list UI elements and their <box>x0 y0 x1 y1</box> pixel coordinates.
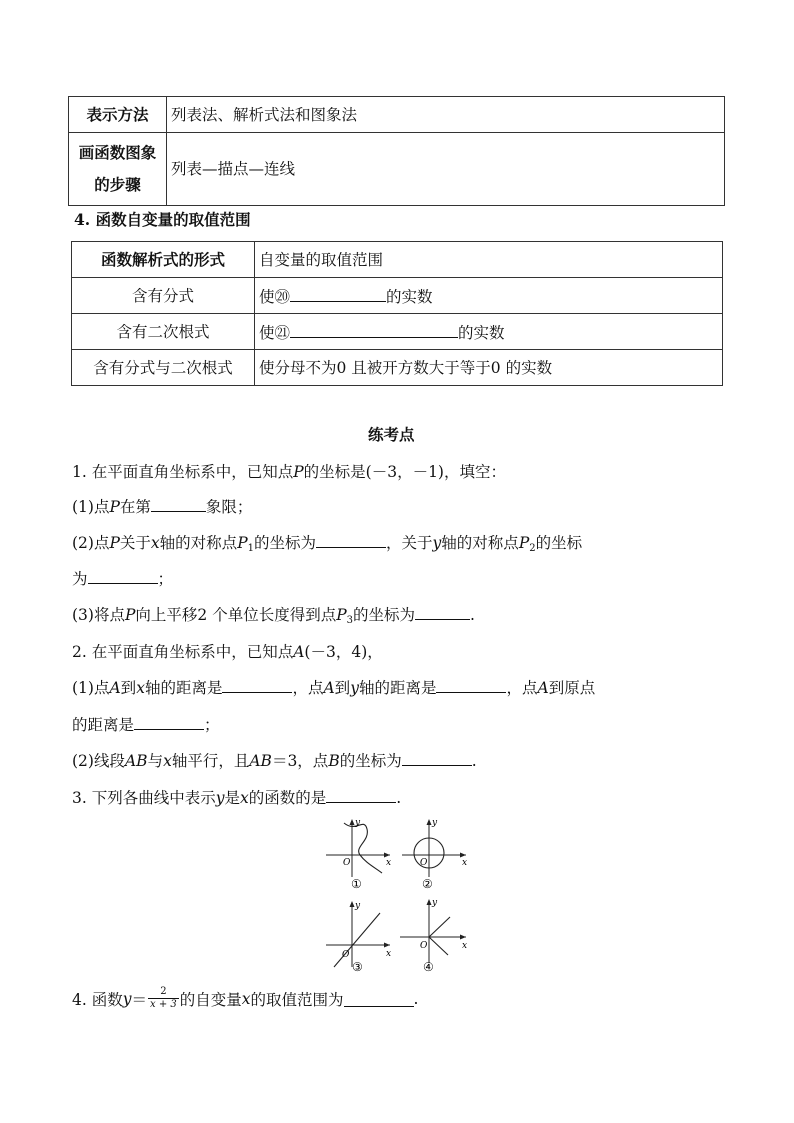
answer-blank[interactable] <box>222 676 292 693</box>
blank-number-20: ⑳ <box>274 287 291 306</box>
text: 的坐标 <box>535 534 583 552</box>
text: . <box>413 989 419 1008</box>
text: 的坐标是(－3，－1)，填空： <box>303 463 506 481</box>
text: 与 <box>147 752 164 770</box>
answer-blank[interactable] <box>344 990 414 1007</box>
answer-blank[interactable] <box>402 749 472 766</box>
var: AB <box>124 752 148 770</box>
range-suffix: 的实数 <box>458 323 505 342</box>
table1-value-steps: 列表—描点—连线 <box>167 133 725 206</box>
table1-label-steps <box>69 133 167 206</box>
var: A <box>293 643 305 661</box>
x-label: x <box>462 858 468 868</box>
q2-part1-line1 <box>72 676 595 698</box>
text: 到原点 <box>548 679 596 697</box>
var: P <box>124 606 136 624</box>
text: ，点 <box>506 679 538 697</box>
x-axis-arrow <box>384 853 390 858</box>
text: 是 <box>224 789 240 807</box>
subscript: 1 <box>247 543 254 554</box>
q1-part2-line1 <box>72 531 582 554</box>
q1-part2-line2 <box>72 567 173 589</box>
text: ； <box>157 570 174 588</box>
text: ＝3，点 <box>271 752 329 770</box>
var: x <box>241 989 251 1008</box>
graph-label: ② <box>422 877 433 891</box>
var: x <box>150 534 160 552</box>
text: 象限； <box>205 498 253 516</box>
table1-label-steps-line1: 画函数图象 <box>78 143 157 162</box>
ray-down <box>429 937 448 955</box>
y-axis-arrow <box>427 899 432 905</box>
table2-form-radical: 含有二次根式 <box>72 314 255 350</box>
text: 的坐标为 <box>353 606 416 624</box>
table2-range-both: 使分母不为0 且被开方数大于等于0 的实数 <box>255 350 723 386</box>
range-prefix: 使 <box>259 323 275 342</box>
subscript: 3 <box>346 615 354 626</box>
var: P <box>109 534 120 552</box>
text: 的自变量 <box>179 990 242 1009</box>
text: 轴的对称点 <box>441 534 519 552</box>
table2-form-both: 含有分式与二次根式 <box>72 350 255 386</box>
origin-label: O <box>420 941 428 951</box>
text: 为 <box>72 570 88 588</box>
denominator: x + 3 <box>150 999 177 1010</box>
text: 的函数的是 <box>248 789 327 807</box>
fraction <box>148 986 179 1011</box>
text: 轴的距离是 <box>358 679 437 697</box>
q1-part3 <box>72 603 475 626</box>
graph-label: ① <box>351 877 362 891</box>
graph-label: ③ <box>352 960 363 974</box>
table2-header-form: 函数解析式的形式 <box>72 242 255 278</box>
text: (1)点 <box>72 498 110 516</box>
text: . <box>396 789 402 807</box>
answer-blank[interactable] <box>326 786 396 803</box>
answer-blank[interactable] <box>316 531 386 548</box>
x-label: x <box>386 858 392 868</box>
var: AB <box>249 752 272 770</box>
range-suffix: 的实数 <box>386 287 433 306</box>
var: P <box>109 498 120 516</box>
var: P <box>293 463 304 481</box>
text: (3)将点 <box>72 606 125 624</box>
text: . <box>471 752 477 770</box>
graph-label: ④ <box>423 960 434 974</box>
var: y <box>122 989 132 1008</box>
answer-blank-21[interactable] <box>290 321 458 338</box>
var: B <box>328 752 340 770</box>
answer-blank[interactable] <box>134 713 204 730</box>
text: ，点 <box>292 679 324 697</box>
text: . <box>470 606 475 624</box>
y-label: y <box>355 818 361 828</box>
x-axis-arrow <box>384 943 390 948</box>
origin-label: O <box>420 858 428 868</box>
table1-label-method: 表示方法 <box>69 97 167 133</box>
text: 的坐标为 <box>254 534 317 552</box>
y-axis-arrow <box>350 819 355 825</box>
x-axis-arrow <box>460 935 466 940</box>
graph-3 <box>322 895 397 975</box>
ray-up <box>429 917 450 937</box>
var: P <box>336 606 347 624</box>
x-axis-arrow <box>460 853 466 858</box>
table2-range-radical <box>255 314 723 350</box>
y-axis-arrow <box>427 819 432 825</box>
text: ，关于 <box>386 534 433 552</box>
var: x <box>163 752 172 770</box>
q2-part1-line2 <box>72 713 220 735</box>
subscript: 2 <box>529 543 536 554</box>
text: 3. 下列各曲线中表示 <box>72 789 216 807</box>
var: y <box>215 789 225 807</box>
text: 到 <box>120 679 137 697</box>
domain-table <box>71 241 723 386</box>
table2-header-range: 自变量的取值范围 <box>255 242 723 278</box>
answer-blank[interactable] <box>88 567 158 584</box>
q3-stem <box>72 786 401 808</box>
graph-4 <box>398 895 473 975</box>
blank-number-21: ㉑ <box>274 323 291 342</box>
text: (2)点 <box>72 534 110 552</box>
origin-label: O <box>342 950 350 960</box>
text: (2)线段 <box>72 752 125 770</box>
text: 的坐标为 <box>339 752 402 770</box>
answer-blank[interactable] <box>415 603 470 620</box>
text: 在第 <box>119 498 151 516</box>
answer-blank[interactable] <box>436 676 506 693</box>
numerator: 2 <box>148 986 179 999</box>
table2-range-fraction <box>255 278 723 314</box>
text: 4. 函数 <box>72 990 123 1009</box>
table1-label-steps-line2: 的步骤 <box>94 175 141 194</box>
text: (－3，4)， <box>304 643 383 661</box>
text: ＝ <box>131 990 147 1009</box>
practice-heading: 练考点 <box>368 425 415 444</box>
origin-label: O <box>343 858 351 868</box>
var: x <box>136 679 145 697</box>
var: A <box>537 679 549 697</box>
text: 1. 在平面直角坐标系中，已知点 <box>72 463 294 481</box>
var: y <box>350 679 359 697</box>
q1-part1 <box>72 495 252 517</box>
y-label: y <box>432 898 438 908</box>
text: 的取值范围为 <box>250 990 344 1009</box>
var: A <box>323 679 335 697</box>
q2-part2 <box>72 749 477 771</box>
text: 关于 <box>119 534 151 552</box>
table1-value-method: 列表法、解析式法和图象法 <box>167 97 725 133</box>
answer-blank-20[interactable] <box>290 285 386 302</box>
q1-stem <box>72 460 506 482</box>
y-axis-arrow <box>350 901 355 907</box>
x-label: x <box>462 941 468 951</box>
text: 轴的距离是 <box>144 679 223 697</box>
text: 向上平移2 个单位长度得到点 <box>135 606 337 624</box>
table2-form-fraction: 含有分式 <box>72 278 255 314</box>
y-label: y <box>355 901 361 911</box>
graph-1 <box>322 815 397 895</box>
text: (1)点 <box>72 679 110 697</box>
text: 2. 在平面直角坐标系中，已知点 <box>72 643 294 661</box>
var: y <box>432 534 442 552</box>
var: x <box>240 789 249 807</box>
range-prefix: 使 <box>259 287 275 306</box>
text: 到 <box>334 679 351 697</box>
var: P <box>237 534 248 552</box>
x-label: x <box>386 949 392 959</box>
q4-stem <box>72 986 418 1022</box>
text: 的距离是 <box>72 716 135 734</box>
text: 轴的对称点 <box>159 534 238 552</box>
answer-blank[interactable] <box>151 495 206 512</box>
function-representation-table <box>68 96 725 206</box>
var: A <box>109 679 121 697</box>
var: P <box>518 534 530 552</box>
graph-2 <box>398 815 473 895</box>
q2-stem <box>72 640 383 662</box>
text: ； <box>204 716 220 734</box>
section4-title: 4. 函数自变量的取值范围 <box>74 210 251 229</box>
y-label: y <box>432 818 438 828</box>
line-curve <box>334 913 380 967</box>
text: 轴平行，且 <box>171 752 250 770</box>
